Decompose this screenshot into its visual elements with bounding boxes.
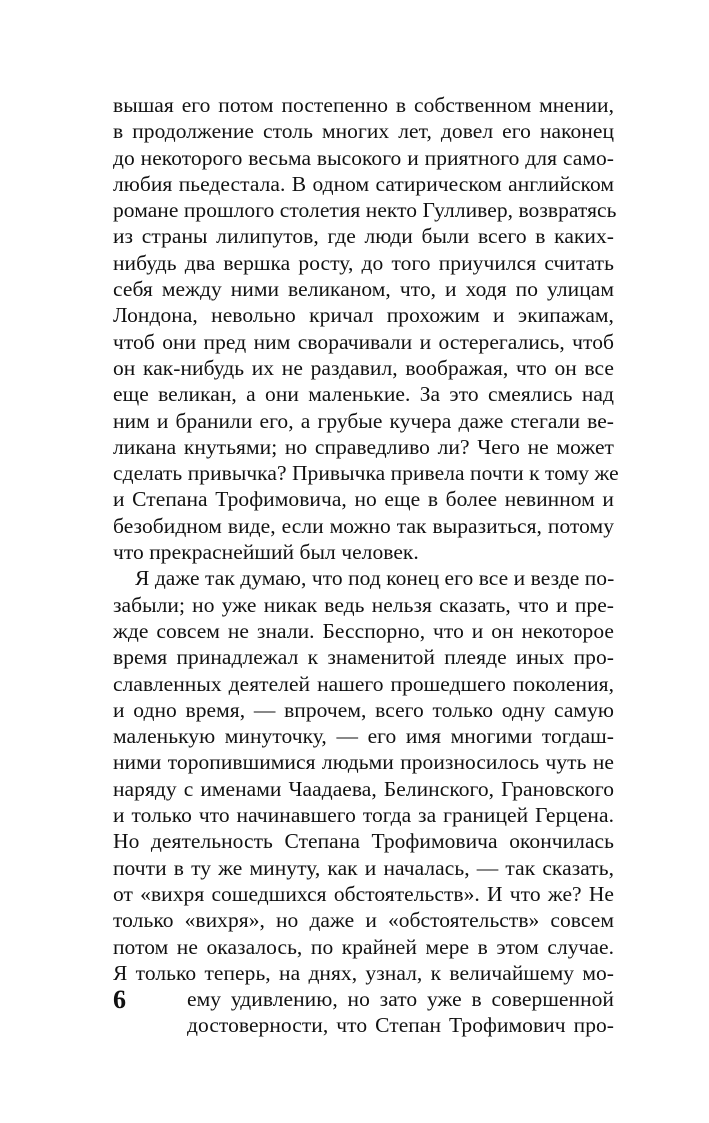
text-line: забыли; но уже никак ведь нельзя сказать, что и пре-: [113, 592, 614, 617]
text-line: и одно время, — впрочем, всего только одну самую: [113, 697, 614, 722]
text-line: из страны лилипутов, где люди были всего в каких-: [113, 224, 614, 249]
text-line: он как-нибудь их не раздавил, воображая, что он все: [113, 355, 614, 380]
text-line: почти в ту же минуту, как и началась, — так сказать,: [113, 855, 614, 880]
paragraph-first-line: Я даже так думаю, что под конец его все и везде по-: [135, 566, 615, 591]
text-line: Я только теперь, на днях, узнал, к величайшему мо-: [113, 960, 614, 985]
text-line: безобидном виде, если можно так выразиться, потому: [113, 513, 614, 538]
text-line: в продолжение столь многих лет, довел его наконец: [113, 119, 614, 144]
text-line: до некоторого весьма высокого и приятного для само-: [113, 145, 614, 170]
text-line: и только что начинавшего тогда за границей Герцена.: [113, 803, 614, 828]
text-line: чтоб они пред ним сворачивали и остерегались, чтоб: [113, 329, 614, 354]
text-line: от «вихря сошедшихся обстоятельств». И что же? Не: [113, 881, 614, 906]
text-line: жде совсем не знали. Бесспорно, что и он некоторое: [113, 618, 614, 643]
text-line: ликана кнутьями; но справедливо ли? Чего не может: [113, 434, 614, 459]
text-line: Но деятельность Степана Трофимовича окончилась: [113, 829, 614, 854]
text-line: вышая его потом постепенно в собственном мнении,: [113, 93, 614, 117]
text-line: ним и бранили его, а грубые кучера даже стегали ве-: [113, 408, 614, 433]
body-text: [113, 92, 619, 1039]
text-line: сделать привычка? Привычка привела почти к тому же: [113, 461, 619, 486]
text-line: наряду с именами Чаадаева, Белинского, Грановского: [113, 776, 614, 801]
text-line: достоверности, что Степан Трофимович про-: [187, 1013, 614, 1038]
text-line: себя между ними великаном, что, и ходя по улицам: [113, 277, 614, 302]
text-line: маленькую минуточку, — его имя многими тогдаш-: [113, 724, 614, 749]
text-line: ему удивлению, но зато уже в совершенной: [187, 987, 614, 1012]
text-line: Лондона, невольно кричал прохожим и экипажам,: [113, 303, 614, 328]
text-line: только «вихря», но даже и «обстоятельств» совсем: [113, 908, 614, 933]
text-line: ними торопившимися людьми произносилось чуть не: [113, 750, 614, 775]
text-line: потом не оказалось, по крайней мере в этом случае.: [113, 934, 614, 959]
page-number: 6: [113, 985, 126, 1014]
text-line: романе прошлого столетия некто Гулливер, возвратясь: [113, 198, 617, 223]
text-line: время принадлежал к знаменитой плеяде иных про-: [113, 645, 614, 670]
text-line: нибудь два вершка росту, до того приучился считать: [113, 250, 614, 275]
text-line: и Степана Трофимовича, но еще в более невинном и: [113, 487, 614, 512]
text-line: любия пьедестала. В одном сатирическом английском: [113, 171, 614, 196]
text-line: славленных деятелей нашего прошедшего поколения,: [113, 671, 614, 696]
text-line: еще великан, а они маленькие. За это смеялись над: [113, 382, 614, 407]
text-line: что прекраснейший был человек.: [113, 540, 419, 565]
